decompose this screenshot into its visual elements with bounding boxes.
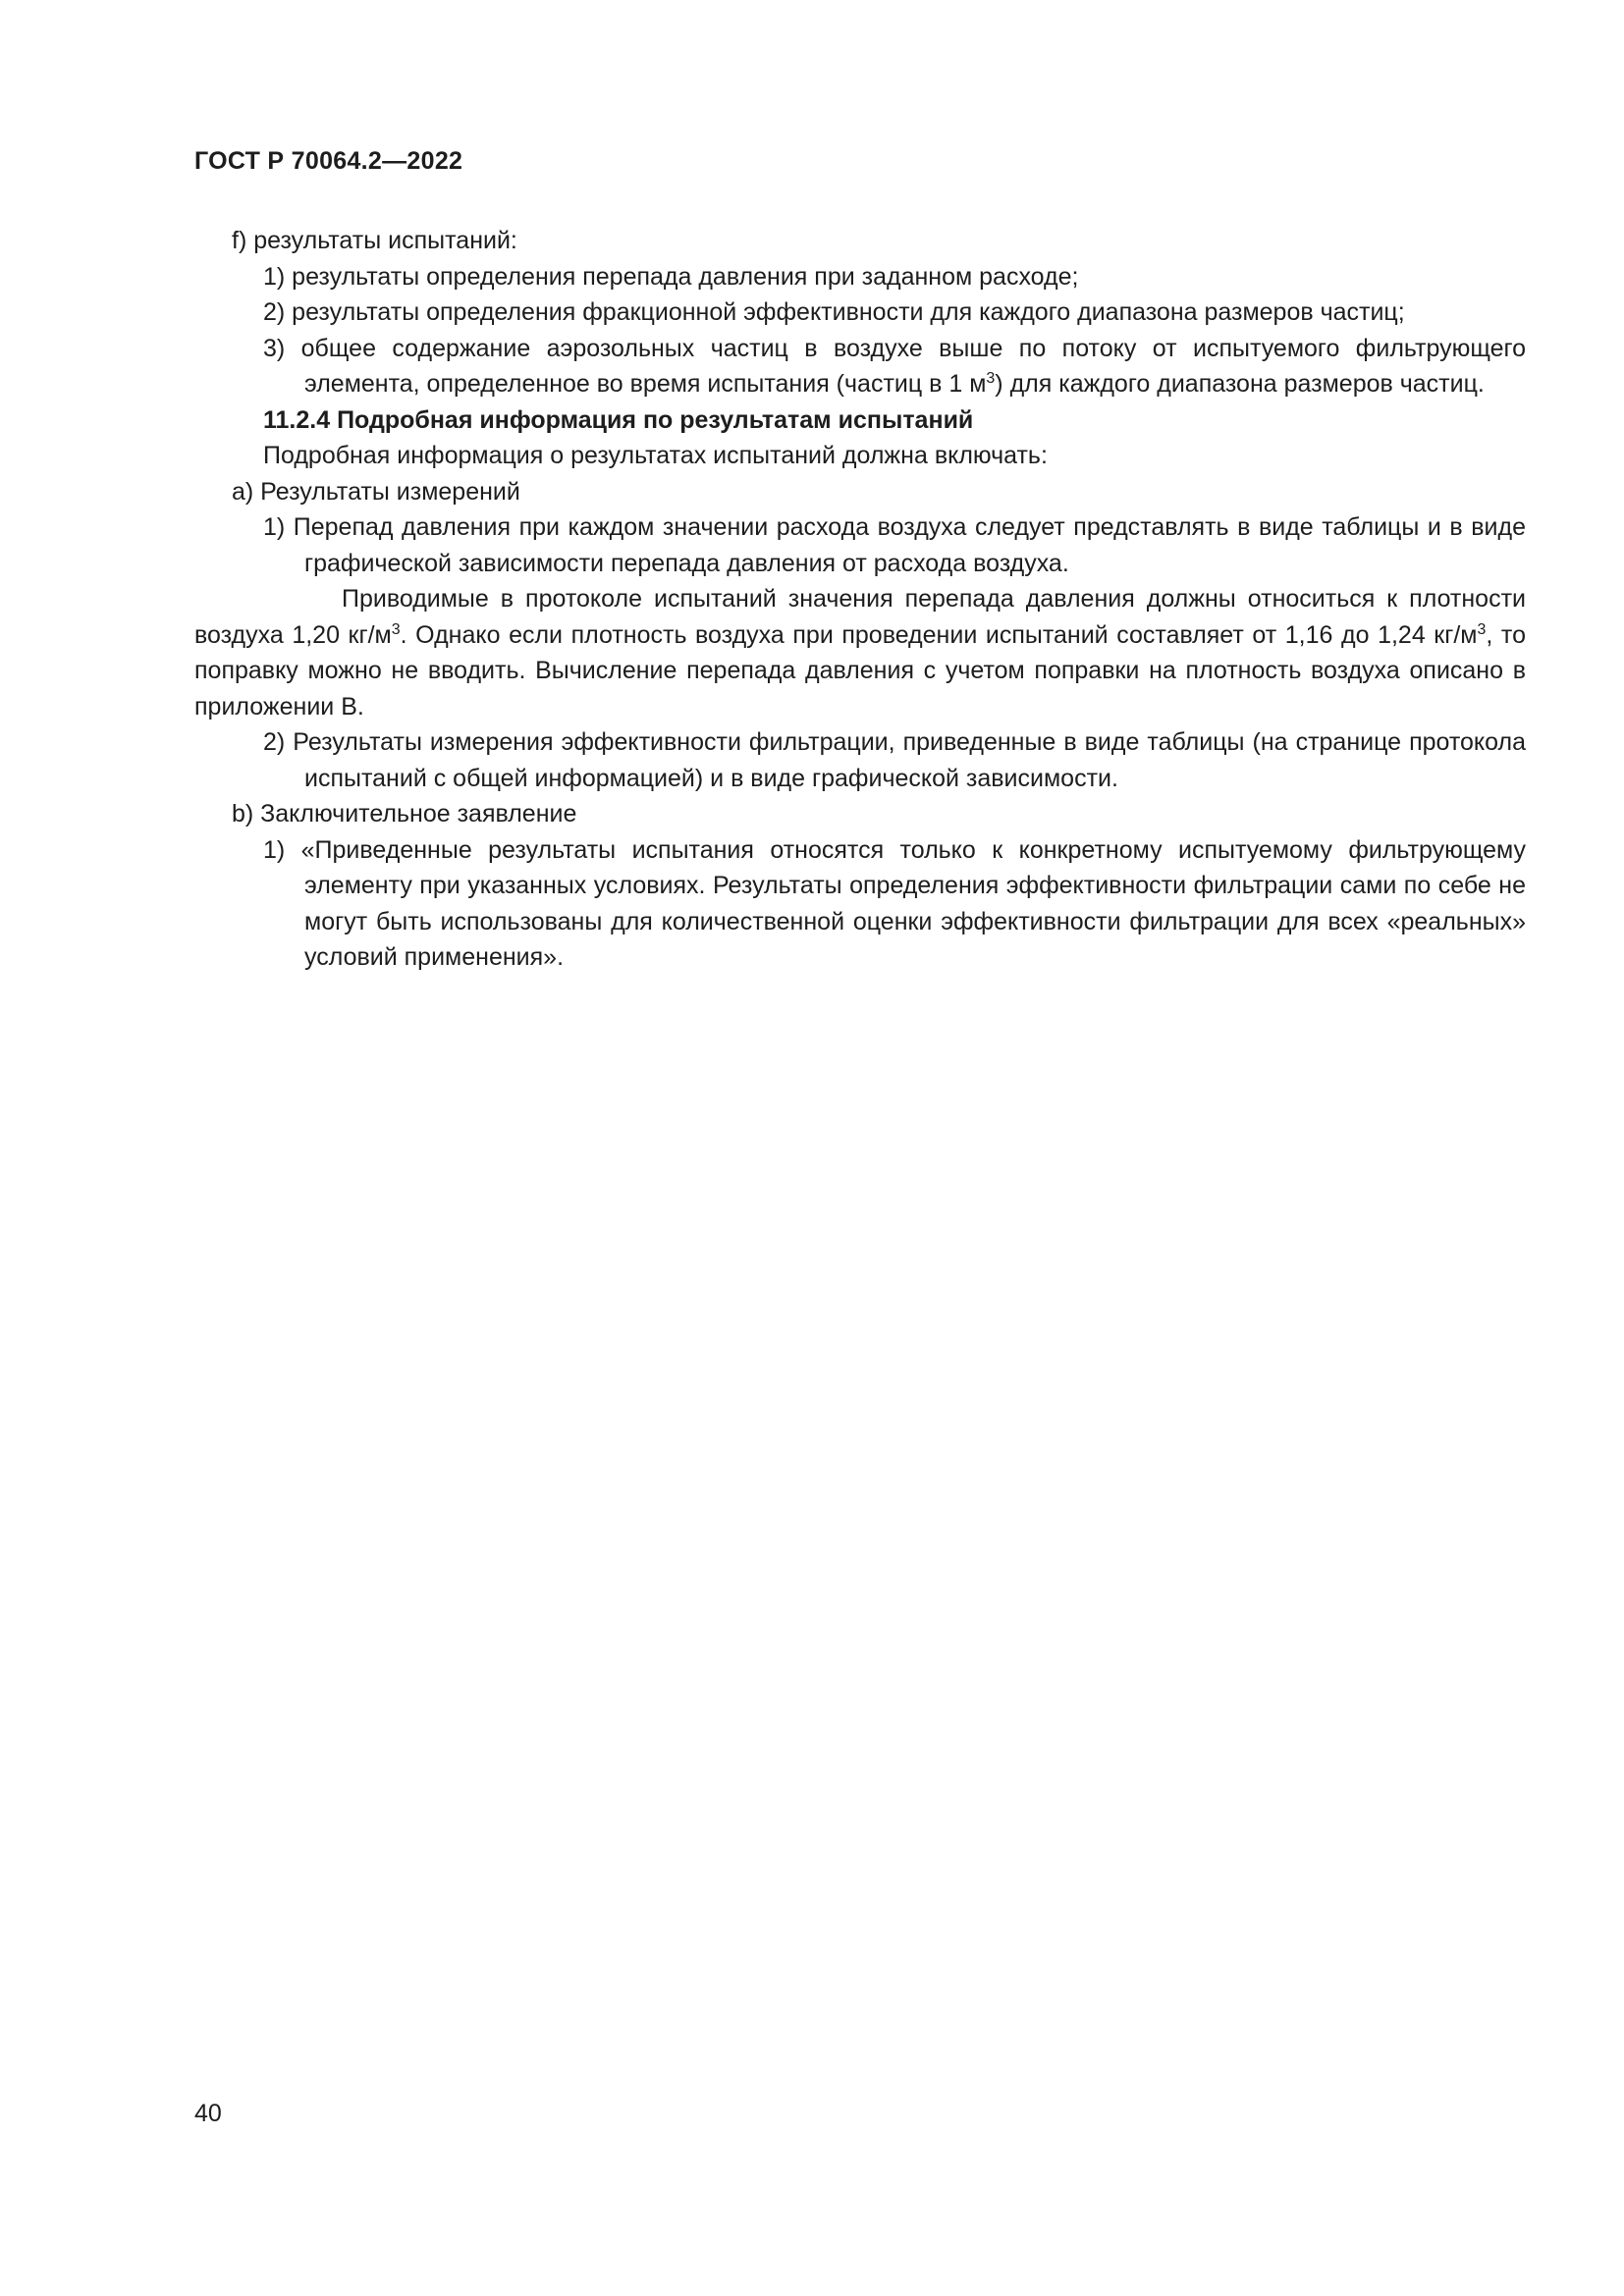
density-note-text-2: . Однако если плотность воздуха при проведении испытаний составляет от 1,16 до 1,24 кг/м <box>400 620 1478 649</box>
density-note-text-1: Приводимые в протоколе испытаний значения перепада давления должны относиться к плотности воздуха 1,20 кг/м <box>194 585 1526 649</box>
list-item-f2: 2) результаты определения фракционной эффективности для каждого диапазона размеров частиц; <box>263 298 1405 326</box>
density-note-text-3: , то поправку можно не вводить. Вычисление перепада давления с учетом поправки на плотность воздуха описано в приложении В. <box>194 620 1526 721</box>
superscript-cubic: 3 <box>1477 620 1487 638</box>
list-item-f: f) результаты испытаний: <box>232 227 517 254</box>
list-item-a1: 1) Перепад давления при каждом значении расхода воздуха следует представлять в виде таблицы и в виде графической зависимости перепада давления от расхода воздуха. <box>263 513 1526 577</box>
superscript-cubic: 3 <box>986 370 996 387</box>
list-item-b1: 1) «Приведенные результаты испытания относятся только к конкретному испытуемому фильтрующему элементу при указанных условиях. Результаты определения эффективности фильтрации сами по себе не могут быть использованы для количественной оценки эффективности фильтрации для всех «реальных» условий применения». <box>263 835 1526 971</box>
section-intro: Подробная информация о результатах испытаний должна включать: <box>263 442 1048 469</box>
list-item-a2: 2) Результаты измерения эффективности фильтрации, приведенные в виде таблицы (на странице протокола испытаний с общей информацией) и в виде графической зависимости. <box>263 728 1526 792</box>
list-item-b: b) Заключительное заявление <box>232 800 577 828</box>
superscript-cubic: 3 <box>391 620 401 638</box>
section-title-11-2-4: 11.2.4 Подробная информация по результатам испытаний <box>263 405 974 434</box>
list-item-a: a) Результаты измерений <box>232 477 520 506</box>
document-code-header: ГОСТ Р 70064.2—2022 <box>194 147 463 175</box>
list-item-f3 <box>194 331 1526 402</box>
list-item-f1: 1) результаты определения перепада давления при заданном расходе; <box>263 262 1079 291</box>
list-item-f3-text-2: ) для каждого диапазона размеров частиц. <box>995 370 1485 398</box>
density-note-paragraph <box>194 581 1526 724</box>
page-body <box>194 223 1526 976</box>
page-number: 40 <box>194 2100 222 2127</box>
list-item-f3-text-1: 3) общее содержание аэрозольных частиц в воздухе выше по потоку от испытуемого фильтрующего элемента, определенное во время испытания (частиц в 1 м <box>263 334 1526 398</box>
